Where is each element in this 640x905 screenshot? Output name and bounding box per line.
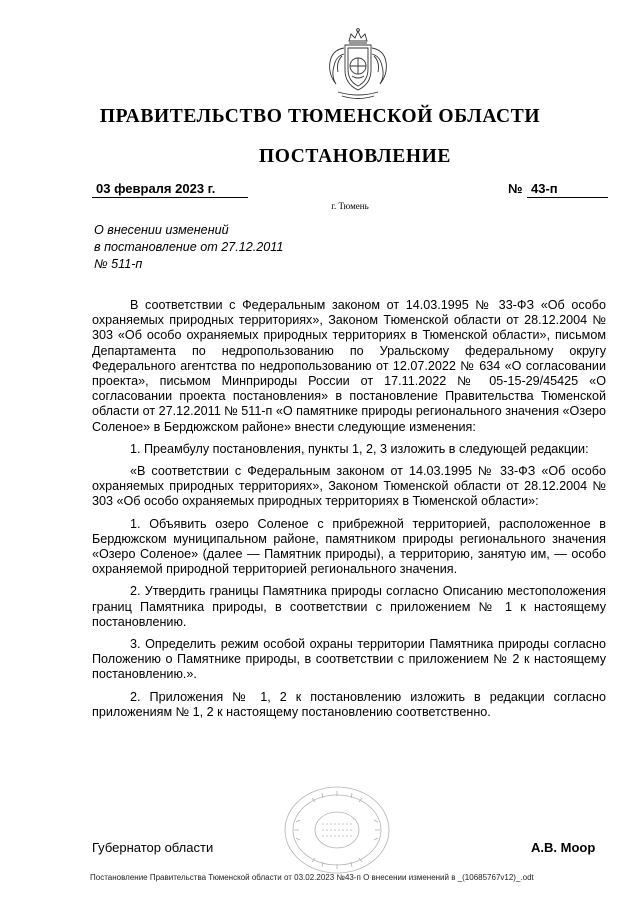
coat-of-arms-emblem (318, 26, 398, 102)
document-subject (94, 222, 283, 273)
document-date: 03 февраля 2023 г. (92, 181, 248, 198)
official-stamp (282, 784, 392, 876)
number-label: № (508, 181, 523, 196)
document-number: 43-п (527, 181, 608, 198)
city-name: г. Тюмень (331, 201, 369, 211)
body-paragraph: 2. Приложения № 1, 2 к постановлению изложить в редакции согласно приложениям № 1, 2 к настоящему постановлению соответственно. (92, 689, 606, 719)
body-paragraph: 2. Утвердить границы Памятника природы согласно Описанию местоположения границ Памятника природы, в соответствии с приложением № 1 к настоящему постановлению. (92, 584, 606, 629)
subject-line: О внесении изменений (94, 223, 229, 237)
subject-line: в постановление от 27.12.2011 (94, 240, 284, 254)
document-body (92, 298, 606, 727)
signer-name: А.В. Моор (531, 840, 596, 855)
document-type-title: ПОСТАНОВЛЕНИЕ (258, 146, 452, 167)
body-paragraph: 3. Определить режим особой охраны территории Памятника природы согласно Положению о Памятнике природы, в соответствии с приложением № 2 к настоящему постановлению.». (92, 637, 606, 682)
subject-line: № 511-п (94, 257, 143, 271)
body-paragraph: «В соответствии с Федеральным законом от 14.03.1995 № 33-ФЗ «Об особо охраняемых природных территориях», Законом Тюменской области от 28.12.2004 № 303 «Об особо охраняемых природных территориях в Тюменской области»: (92, 464, 606, 509)
government-title: ПРАВИТЕЛЬСТВО ТЮМЕНСКОЙ ОБЛАСТИ (99, 106, 541, 127)
body-paragraph: В соответствии с Федеральным законом от 14.03.1995 № 33-ФЗ «Об особо охраняемых природных территориях», Законом Тюменской области от 28.12.2004 № 303 «Об особо охраняемых природных территориях в Тюменской области», письмом Департамента по недропользованию по Уральскому федеральному округу Федерального агентства по недропользованию от 12.07.2022 № 634 «О согласовании проекта», письмом Минприроды России от 17.11.2022 № 05-15-29/45425 «О согласовании проекта постановления» в постановление Правительства Тюменской области от 27.12.2011 № 511-п «О памятнике природы регионального значения «Озеро Соленое» в Бердюжском районе» внести следующие изменения: (92, 298, 606, 434)
body-paragraph: 1. Преамбулу постановления, пункты 1, 2, 3 изложить в следующей редакции: (130, 441, 589, 456)
signer-position: Губернатор области (92, 840, 214, 855)
document-footer: Постановление Правительства Тюменской области от 03.02.2023 №43-п О внесении изменений в _(10685767v12)_.odt (90, 873, 534, 882)
body-paragraph: 1. Объявить озеро Соленое с прибрежной территорией, расположенное в Бердюжском муниципальном районе, памятником природы регионального значения «Озеро Соленое» (далее — Памятник природы), а территорию, занятую им, — особо охраняемой природной территорией регионального значения. (92, 516, 606, 577)
